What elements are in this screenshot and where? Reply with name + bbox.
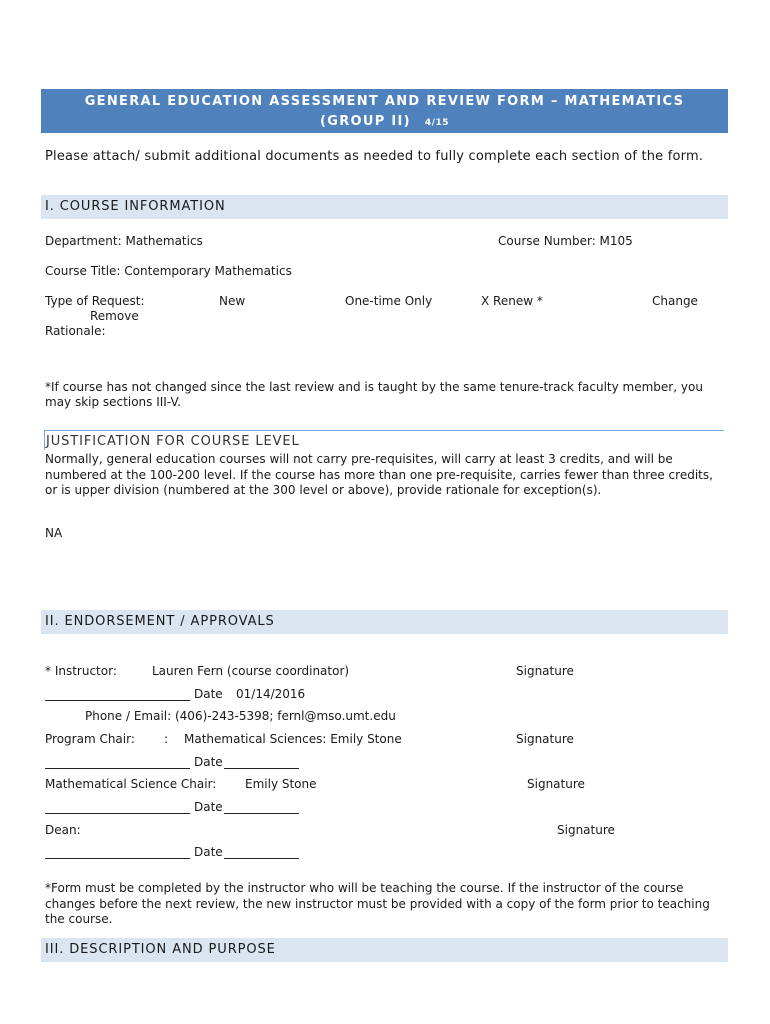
course-number-field: Course Number: M105 <box>498 234 633 248</box>
instructor-name: Lauren Fern (course coordinator) <box>152 664 350 678</box>
instructor-label: * Instructor: <box>45 664 117 678</box>
justification-body: Normally, general education courses will not carry pre-requisites, will carry at least 3 credits, and will be numbered at the 100-200 level. If the course has more than one pre-requisite, carries fewer than three credits, or is upper division (numbered at the 300 level or above), provide rationale for exception(s). <box>45 452 713 497</box>
section-2-heading: II. ENDORSEMENT / APPROVALS <box>41 610 728 634</box>
form-title-line1: GENERAL EDUCATION ASSESSMENT AND REVIEW FORM – MATHEMATICS <box>84 94 685 109</box>
request-option-remove[interactable]: Remove <box>90 309 139 323</box>
instructor-signature-label: Signature <box>516 664 574 678</box>
request-option-new[interactable]: New <box>219 294 246 308</box>
instructor-date-value: 01/14/2016 <box>236 687 306 701</box>
dean-signature-label: Signature <box>557 823 615 837</box>
skip-sections-note: *If course has not changed since the last review and is taught by the same tenure-track faculty member, you may skip sections III-V. <box>45 380 703 409</box>
program-chair-name: Mathematical Sciences: Emily Stone <box>184 732 402 746</box>
program-chair-date-line[interactable] <box>224 768 299 769</box>
form-version: 4/15 <box>424 118 449 128</box>
form-completion-note: *Form must be completed by the instructor who will be teaching the course. If the instructor of the course changes before the next review, the new instructor must be provided with a copy of the form prior to teaching the course. <box>45 881 710 926</box>
program-chair-label: Program Chair: <box>45 732 135 746</box>
dean-date-label: Date <box>194 845 223 859</box>
program-chair-signature-line[interactable] <box>45 768 190 769</box>
math-chair-label: Mathematical Science Chair: <box>45 777 217 791</box>
department-field: Department: Mathematics <box>45 234 203 248</box>
course-title-field: Course Title: Contemporary Mathematics <box>45 264 292 278</box>
math-chair-date-line[interactable] <box>224 813 299 814</box>
rationale-label: Rationale: <box>45 324 106 338</box>
math-chair-signature-line[interactable] <box>45 813 190 814</box>
form-title-line2: (GROUP II) <box>320 114 411 129</box>
request-option-renew[interactable]: X Renew * <box>481 294 543 308</box>
dean-label: Dean: <box>45 823 81 837</box>
section-3-heading: III. DESCRIPTION AND PURPOSE <box>41 938 728 962</box>
math-chair-signature-label: Signature <box>527 777 585 791</box>
form-title-banner <box>41 89 728 133</box>
instructor-contact: Phone / Email: (406)-243-5398; fernl@mso.umt.edu <box>85 709 396 723</box>
justification-answer: NA <box>45 526 63 540</box>
section-1-heading: I. COURSE INFORMATION <box>41 195 728 219</box>
instructor-signature-line[interactable] <box>45 700 190 701</box>
instructor-date-label: Date <box>194 687 223 701</box>
request-option-change[interactable]: Change <box>652 294 698 308</box>
math-chair-date-label: Date <box>194 800 223 814</box>
justification-heading: JUSTIFICATION FOR COURSE LEVEL <box>44 430 724 450</box>
math-chair-name: Emily Stone <box>245 777 317 791</box>
program-chair-date-label: Date <box>194 755 223 769</box>
program-chair-colon: : <box>164 732 169 746</box>
type-of-request-label: Type of Request: <box>45 294 145 308</box>
request-option-one-time[interactable]: One-time Only <box>345 294 433 308</box>
dean-date-line[interactable] <box>224 858 299 859</box>
intro-text: Please attach/ submit additional documents as needed to fully complete each section of the form. <box>45 149 704 164</box>
dean-signature-line[interactable] <box>45 858 190 859</box>
program-chair-signature-label: Signature <box>516 732 574 746</box>
